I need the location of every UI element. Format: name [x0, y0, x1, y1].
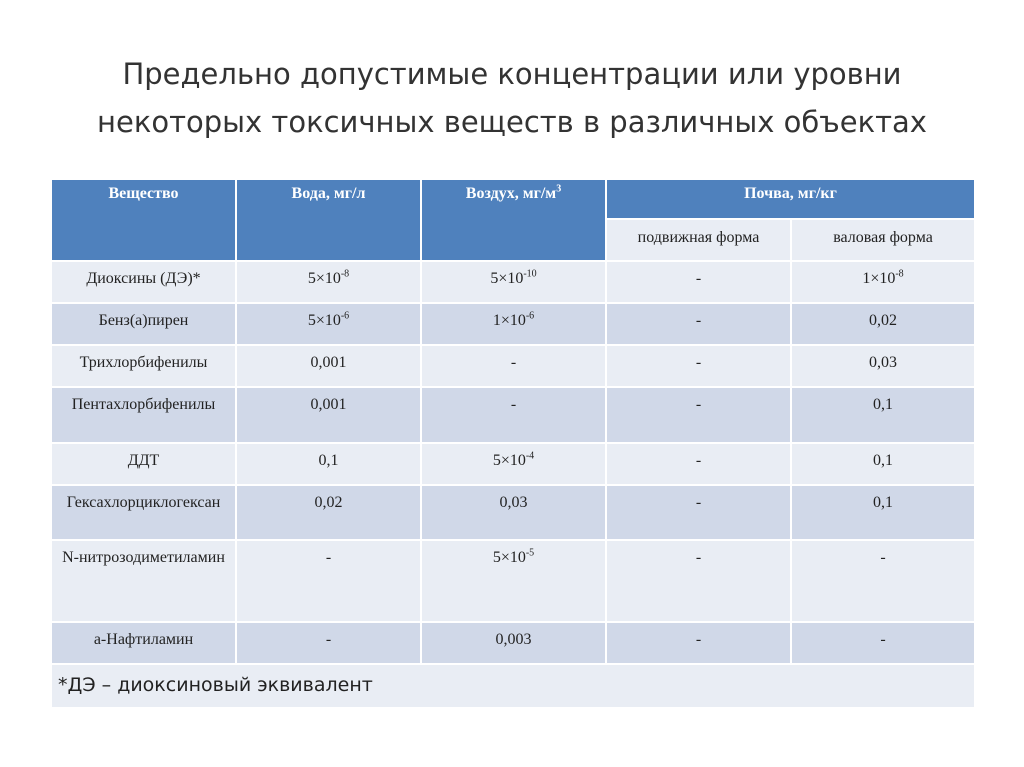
table-row — [51, 485, 975, 540]
title-line-2: некоторых токсичных веществ в различных объектах — [97, 105, 927, 139]
cell-value: - — [325, 549, 332, 566]
table-row — [51, 261, 975, 303]
cell-value: 0,03 — [869, 354, 897, 371]
cell-soil-total — [791, 345, 975, 387]
cell-soil-mobile — [606, 345, 791, 387]
substance-name: N-нитрозодиметиламин — [51, 540, 236, 622]
substance-name: ДДТ — [51, 443, 236, 485]
cell-value: 5×10 — [307, 270, 341, 287]
cell-value: 5×10 — [307, 312, 341, 329]
table-row — [51, 622, 975, 664]
cell-value: 0,003 — [495, 631, 532, 648]
header-substance: Вещество — [51, 179, 236, 261]
cell-exponent: -4 — [525, 450, 535, 462]
cell-value: 0,1 — [873, 494, 893, 511]
substance-name: Трихлорбифенилы — [51, 345, 236, 387]
cell-soil-mobile — [606, 261, 791, 303]
concentration-table — [50, 178, 976, 709]
cell-value: - — [695, 396, 702, 413]
cell-soil-mobile — [606, 622, 791, 664]
cell-soil-mobile — [606, 540, 791, 622]
cell-value: 0,1 — [318, 452, 339, 469]
table-body — [51, 261, 975, 664]
cell-exponent: -10 — [523, 268, 537, 280]
cell-value: - — [695, 452, 702, 469]
cell-water — [236, 443, 421, 485]
title-line-1: Предельно допустимые концентрации или уровни — [122, 57, 902, 91]
cell-value: - — [695, 354, 702, 371]
header-air — [421, 179, 606, 261]
cell-value: - — [695, 549, 702, 566]
cell-exponent: -5 — [525, 547, 535, 559]
table-row — [51, 387, 975, 443]
cell-soil-total — [791, 387, 975, 443]
cell-value: 1×10 — [862, 270, 896, 287]
page-title — [0, 50, 1024, 146]
cell-air — [421, 261, 606, 303]
cell-value: - — [695, 631, 702, 648]
cell-air — [421, 345, 606, 387]
header-water: Вода, мг/л — [236, 179, 421, 261]
cell-air — [421, 485, 606, 540]
header-soil-total: валовая форма — [791, 219, 975, 261]
cell-water — [236, 345, 421, 387]
cell-air — [421, 622, 606, 664]
cell-value: 5×10 — [492, 549, 526, 566]
cell-soil-total — [791, 261, 975, 303]
header-soil-mobile: подвижная форма — [606, 219, 791, 261]
cell-value: 0,02 — [314, 494, 343, 511]
cell-value: 0,03 — [499, 494, 528, 511]
cell-value: - — [880, 549, 886, 566]
cell-value: 1×10 — [492, 312, 526, 329]
cell-air — [421, 540, 606, 622]
cell-soil-mobile — [606, 303, 791, 345]
cell-soil-mobile — [606, 387, 791, 443]
cell-air — [421, 443, 606, 485]
cell-water — [236, 261, 421, 303]
cell-soil-mobile — [606, 485, 791, 540]
cell-value: - — [695, 312, 702, 329]
cell-exponent: -6 — [525, 310, 535, 322]
header-air-label: Воздух, мг/м — [465, 185, 557, 202]
cell-water — [236, 387, 421, 443]
cell-value: - — [510, 354, 517, 371]
cell-water — [236, 622, 421, 664]
cell-soil-mobile — [606, 443, 791, 485]
cell-exponent: -6 — [340, 310, 350, 322]
cell-value: - — [325, 631, 332, 648]
table-header-row — [51, 179, 975, 219]
cell-water — [236, 485, 421, 540]
cell-soil-total — [791, 485, 975, 540]
table-row — [51, 443, 975, 485]
header-soil: Почва, мг/кг — [606, 179, 975, 219]
cell-value: - — [695, 270, 702, 287]
table-row — [51, 540, 975, 622]
cell-value: 5×10 — [492, 452, 526, 469]
cell-value: 0,001 — [310, 354, 347, 371]
footnote: *ДЭ – диоксиновый эквивалент — [51, 664, 975, 708]
cell-air — [421, 387, 606, 443]
substance-name: Гексахлорциклогексан — [51, 485, 236, 540]
cell-value: 0,1 — [873, 452, 893, 469]
cell-value: - — [880, 631, 886, 648]
table-row — [51, 303, 975, 345]
cell-water — [236, 540, 421, 622]
cell-soil-total — [791, 303, 975, 345]
cell-value: 5×10 — [490, 270, 524, 287]
cell-soil-total — [791, 622, 975, 664]
cell-air — [421, 303, 606, 345]
cell-value: 0,02 — [869, 312, 897, 329]
substance-name: Пентахлорбифенилы — [51, 387, 236, 443]
header-air-superscript: 3 — [556, 183, 562, 195]
cell-exponent: -8 — [340, 268, 350, 280]
cell-value: 0,001 — [310, 396, 347, 413]
cell-water — [236, 303, 421, 345]
cell-soil-total — [791, 443, 975, 485]
cell-value: - — [695, 494, 702, 511]
substance-name: Диоксины (ДЭ)* — [51, 261, 236, 303]
footnote-row — [51, 664, 975, 708]
table-row — [51, 345, 975, 387]
cell-value: - — [510, 396, 517, 413]
substance-name: а-Нафтиламин — [51, 622, 236, 664]
substance-name: Бенз(а)пирен — [51, 303, 236, 345]
cell-value: 0,1 — [873, 396, 893, 413]
cell-exponent: -8 — [895, 268, 904, 280]
cell-soil-total — [791, 540, 975, 622]
